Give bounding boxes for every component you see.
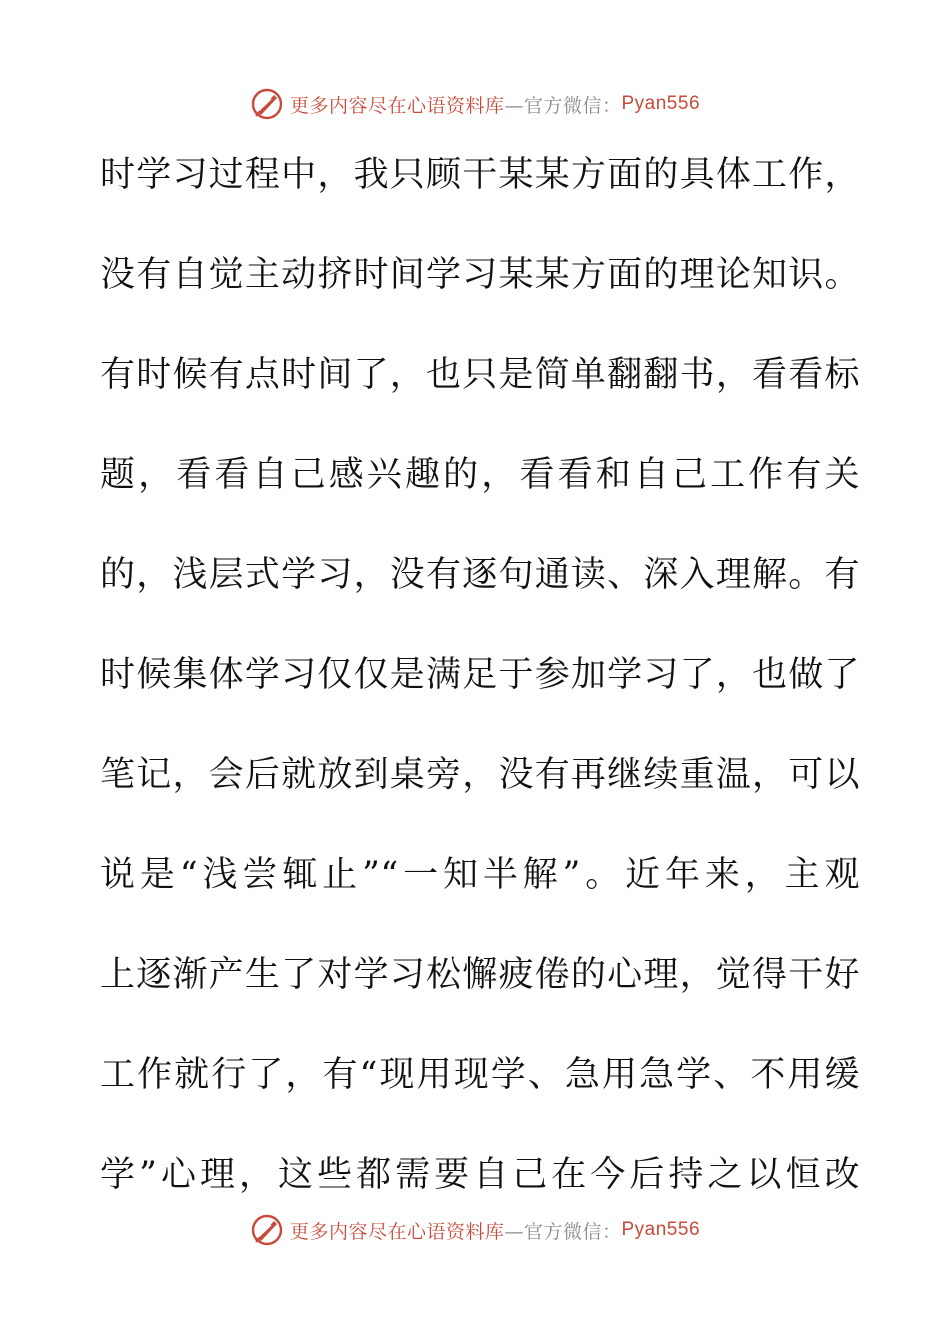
watermark-wechat-label: —官方微信：	[504, 94, 622, 117]
body-line: 没有自觉主动挤时间学习某某方面的理论知识。	[100, 255, 860, 295]
body-line: 时候集体学习仅仅是满足于参加学习了，也做了	[100, 655, 860, 695]
watermark-wechat-id: Pyan556	[621, 93, 701, 114]
body-line: 题，看看自己感兴趣的，看看和自己工作有关	[100, 455, 860, 495]
quill-pen-logo-icon	[250, 1213, 284, 1247]
watermark-wechat-label: —官方微信：	[504, 1220, 622, 1243]
body-line: 学”心理，这些都需要自己在今后持之以恒改	[100, 1155, 860, 1195]
watermark-wechat-id: Pyan556	[621, 1219, 701, 1240]
watermark-text: 更多内容尽在心语资料库	[289, 1220, 505, 1243]
body-line: 工作就行了，有“现用现学、急用急学、不用缓	[100, 1055, 860, 1095]
body-line: 笔记，会后就放到桌旁，没有再继续重温，可以	[100, 755, 860, 795]
body-line: 时学习过程中，我只顾干某某方面的具体工作，	[100, 155, 860, 195]
watermark-text: 更多内容尽在心语资料库	[289, 94, 505, 117]
body-line: 的，浅层式学习，没有逐句通读、深入理解。有	[100, 555, 860, 595]
body-line: 说是“浅尝辄止”“一知半解”。近年来，主观	[100, 855, 860, 895]
body-line: 上逐渐产生了对学习松懈疲倦的心理，觉得干好	[100, 955, 860, 995]
quill-pen-logo-icon	[250, 87, 284, 121]
header-watermark	[0, 84, 950, 124]
footer-watermark	[0, 1210, 950, 1250]
document-body	[100, 144, 860, 1244]
body-line: 有时候有点时间了，也只是简单翻翻书，看看标	[100, 355, 860, 395]
